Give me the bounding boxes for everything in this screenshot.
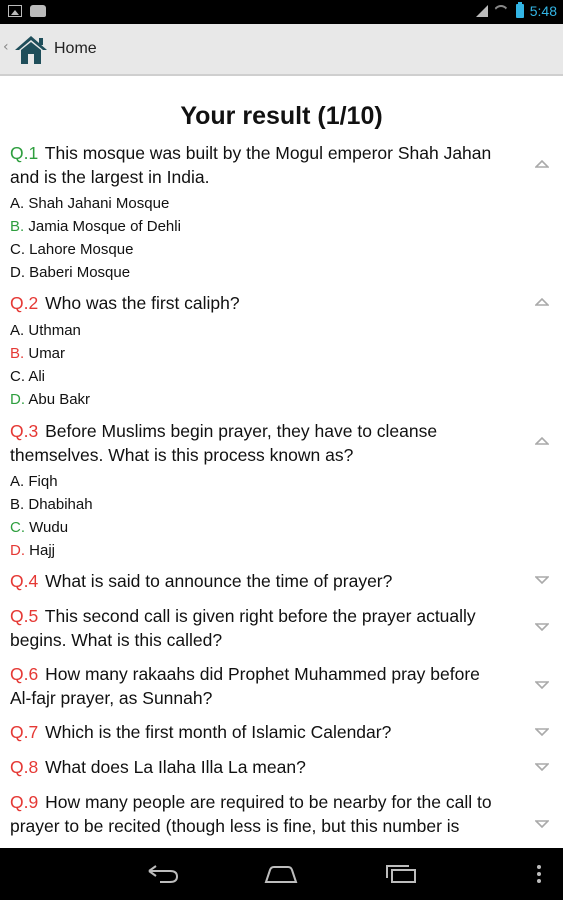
question-1[interactable] (10, 141, 560, 189)
wifi-icon (494, 5, 510, 17)
question-text: What does La Ilaha Illa La mean? (45, 757, 306, 777)
expand-icon[interactable] (535, 623, 549, 631)
collapse-icon[interactable] (535, 437, 549, 445)
action-bar (0, 24, 563, 76)
question-text: Who was the first caliph? (45, 293, 240, 313)
question-9[interactable] (10, 790, 560, 838)
question-5[interactable] (10, 604, 560, 652)
question-number: Q.8 (10, 757, 39, 777)
image-notification-icon (8, 5, 22, 17)
option-c: C. Wudu (10, 519, 69, 536)
question-number: Q.2 (10, 293, 39, 313)
option-a: A. Fiqh (10, 473, 58, 490)
question-3[interactable] (10, 419, 560, 467)
question-6[interactable] (10, 662, 560, 710)
question-number: Q.9 (10, 792, 39, 812)
option-d: D. Abu Bakr (10, 391, 91, 408)
question-text: This mosque was built by the Mogul emperor Shah Jahan (44, 143, 492, 163)
question-text-line2: and is the largest in India. (10, 167, 210, 187)
question-number: Q.7 (10, 722, 39, 742)
back-icon[interactable] (146, 864, 180, 884)
result-list[interactable] (0, 78, 563, 847)
question-text: Before Muslims begin prayer, they have to cleanse (45, 421, 438, 441)
up-caret-icon[interactable]: ‹ (3, 39, 9, 55)
home-button-icon[interactable] (263, 864, 299, 884)
option-d: D. Hajj (10, 542, 56, 559)
question-text: How many rakaahs did Prophet Muhammed pray before (45, 664, 480, 684)
expand-icon[interactable] (535, 763, 549, 771)
question-number: Q.5 (10, 606, 39, 626)
home-icon[interactable] (14, 35, 48, 65)
expand-icon[interactable] (535, 681, 549, 689)
collapse-icon[interactable] (535, 160, 549, 168)
question-2[interactable] (10, 291, 560, 315)
battery-icon (516, 4, 524, 18)
expand-icon[interactable] (535, 820, 549, 828)
expand-icon[interactable] (535, 576, 549, 584)
question-text: This second call is given right before the prayer actually (44, 606, 476, 626)
status-bar (0, 0, 563, 24)
question-text: How many people are required to be nearby for the call to (45, 792, 492, 812)
question-8[interactable] (10, 755, 560, 779)
question-text-line2: begins. What is this called? (10, 630, 223, 650)
option-a: A. Uthman (10, 322, 81, 339)
option-c: C. Ali (10, 368, 46, 385)
clock: 5:48 (529, 3, 557, 19)
question-4[interactable] (10, 569, 560, 593)
page-title: Your result (1/10) (180, 102, 383, 130)
question-text: What is said to announce the time of prayer? (45, 571, 393, 591)
signal-icon (476, 5, 488, 17)
option-b: B. Dhabihah (10, 496, 93, 513)
expand-icon[interactable] (535, 728, 549, 736)
navigation-bar (0, 848, 563, 900)
question-number: Q.4 (10, 571, 39, 591)
option-d: D. Baberi Mosque (10, 264, 131, 281)
option-b: B. Umar (10, 345, 66, 362)
option-a: A. Shah Jahani Mosque (10, 195, 170, 212)
overflow-menu-icon[interactable] (536, 864, 542, 884)
question-text-line2: prayer to be recited (though less is fine, but this number is (10, 816, 460, 836)
question-number: Q.6 (10, 664, 39, 684)
collapse-icon[interactable] (535, 298, 549, 306)
question-7[interactable] (10, 720, 560, 744)
question-text-line2: Al-fajr prayer, as Sunnah? (10, 688, 213, 708)
action-bar-title[interactable]: Home (54, 40, 97, 57)
option-b: B. Jamia Mosque of Dehli (10, 218, 181, 235)
recent-apps-icon[interactable] (384, 864, 418, 884)
question-text: Which is the first month of Islamic Calendar? (45, 722, 392, 742)
question-number: Q.1 (10, 143, 39, 163)
option-c: C. Lahore Mosque (10, 241, 134, 258)
app-notification-icon (30, 5, 46, 17)
question-number: Q.3 (10, 421, 39, 441)
question-text-line2: themselves. What is this process known as? (10, 445, 354, 465)
